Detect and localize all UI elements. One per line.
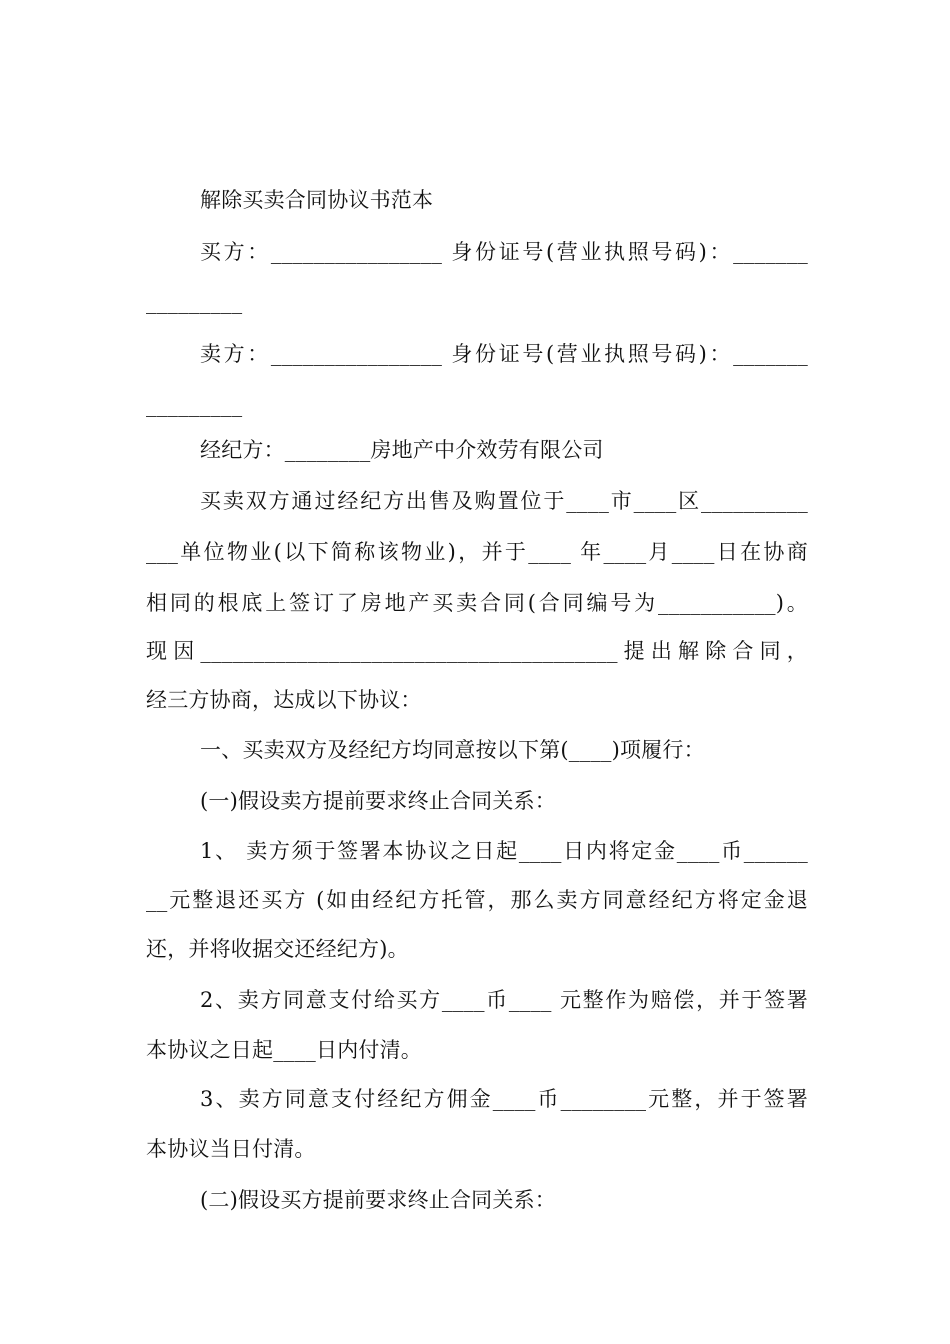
clause-line: 1、 卖方须于签署本协议之日起____日内将定金____币______ — [200, 839, 808, 863]
paragraph-line: 经三方协商，达成以下协议： — [146, 688, 422, 712]
buyer-line-continuation: _________ — [146, 290, 243, 314]
clause-line: 3、卖方同意支付经纪方佣金____币________元整，并于签署 — [200, 1087, 808, 1111]
section-heading: (二)假设买方提前要求终止合同关系： — [200, 1188, 556, 1212]
paragraph-line: 现因_______________________________________提出解除合同， — [146, 639, 808, 663]
seller-line-continuation: _________ — [146, 393, 243, 417]
clause-line: 本协议当日付清。 — [146, 1137, 316, 1161]
document-title: 解除买卖合同协议书范本 — [200, 188, 434, 212]
paragraph-line: ___单位物业(以下简称该物业)，并于____ 年____月____日在协商 — [146, 540, 808, 564]
section-heading: (一)假设卖方提前要求终止合同关系： — [200, 789, 556, 813]
buyer-line: 买方：________________ 身份证号(营业执照号码)：_______ — [200, 240, 808, 264]
clause-heading: 一、买卖双方及经纪方均同意按以下第(____)项履行： — [200, 738, 705, 762]
clause-line: __元整退还买方 (如由经纪方托管，那么卖方同意经纪方将定金退 — [146, 888, 808, 912]
seller-line: 卖方：________________ 身份证号(营业执照号码)：_______ — [200, 342, 808, 366]
paragraph-line: 相同的根底上签订了房地产买卖合同(合同编号为___________)。 — [146, 591, 808, 615]
clause-line: 本协议之日起____日内付清。 — [146, 1038, 422, 1062]
agent-line: 经纪方：________房地产中介效劳有限公司 — [200, 438, 604, 462]
clause-line: 还，并将收据交还经纪方)。 — [146, 937, 409, 961]
paragraph-line: 买卖双方通过经纪方出售及购置位于____市____区__________ — [200, 489, 808, 513]
clause-line: 2、卖方同意支付给买方____币____ 元整作为赔偿，并于签署 — [200, 988, 808, 1012]
